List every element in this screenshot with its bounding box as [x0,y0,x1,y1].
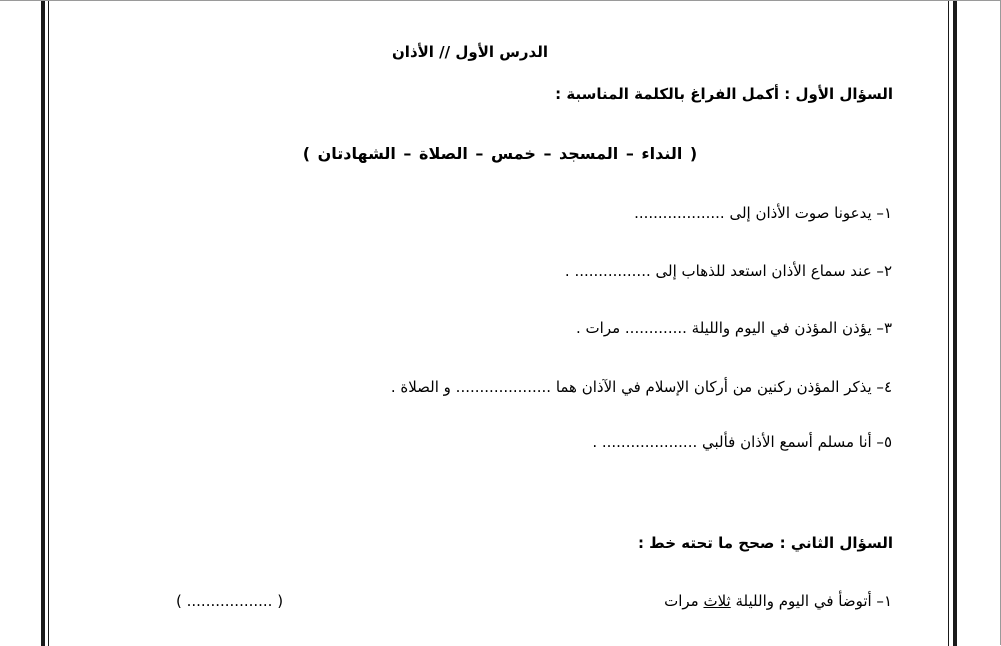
fill-blank-item-5: ٥– أنا مسلم أسمع الأذان فألبي .................... . [592,433,892,451]
underlined-word: ثلاث [703,592,731,610]
question1-heading: السؤال الأول : أكمل الفراغ بالكلمة المناسبة : [555,85,893,103]
right-border-thick [953,1,957,646]
correction-item-1-end: مرات [664,592,704,610]
fill-blank-item-2: ٢– عند سماع الأذان استعد للذهاب إلى ................ . [564,262,892,280]
correction-item-1-start: ١– أتوضأ في اليوم والليلة [730,592,892,610]
correction-answer-blank: ( .................. ) [176,592,284,610]
correction-item-1 [664,590,892,612]
question2-heading: السؤال الثاني : صحح ما تحته خط : [637,534,893,552]
fill-blank-item-1: ١– يدعونا صوت الأذان إلى ................... [634,204,892,222]
right-border-thin [948,1,949,646]
fill-blank-item-3: ٣– يؤذن المؤذن في اليوم والليلة ............. مرات . [576,319,892,337]
left-border-thin [48,1,49,646]
word-bank: ( النداء – المسجد – خمس – الصلاة – الشهادتان ) [302,144,698,163]
lesson-title: الدرس الأول // الأذان [392,43,548,61]
left-border-thick [41,1,45,646]
fill-blank-item-4: ٤– يذكر المؤذن ركنين من أركان الإسلام في الآذان هما .................... و الصلاة . [390,378,892,396]
